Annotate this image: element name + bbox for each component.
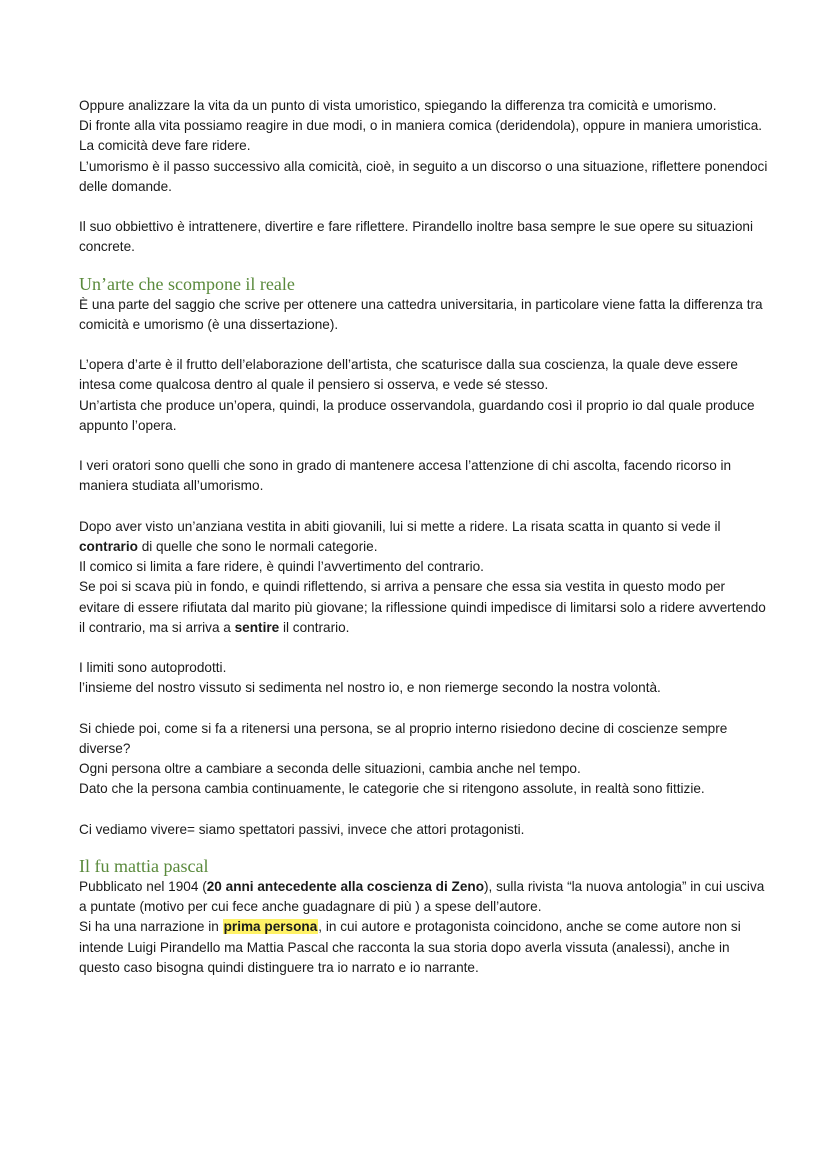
highlighted-term	[223, 919, 319, 934]
text-run: Pubblicato nel 1904 (	[79, 879, 207, 894]
paragraph: Ci vediamo vivere= siamo spettatori passivi, invece che attori protagonisti.	[79, 821, 525, 837]
paragraph: I limiti sono autoprodotti.	[79, 660, 227, 676]
paragraph: La comicità deve fare ridere.	[79, 138, 251, 154]
paragraph: I veri oratori sono quelli che sono in grado di mantenere accesa l’attenzione di chi ascolta, facendo ricorso in maniera studiata all’umorismo.	[79, 458, 732, 494]
paragraph: Si chiede poi, come si fa a ritenersi una persona, se al proprio interno risiedono decine di coscienze sempre diverse?	[79, 720, 728, 756]
paragraph: Ogni persona oltre a cambiare a seconda delle situazioni, cambia anche nel tempo.	[79, 761, 581, 777]
paragraph	[79, 917, 768, 978]
paragraph	[79, 877, 768, 917]
text-run: Se poi si scava più in fondo, e quindi riflettendo, si arriva a pensare che essa sia vestita in questo modo per evitare di essere rifiutata dal marito più giovane; la riflessione quindi impedisce di limitarsi solo a ridere avvertendo il contrario, ma si arriva a	[79, 579, 766, 635]
text-run: Dopo aver visto un’anziana vestita in abiti giovanili, lui si mette a ridere. La risata scatta in quanto si vede il	[79, 518, 721, 534]
paragraph: Il suo obbiettivo è intrattenere, divertire e fare riflettere. Pirandello inoltre basa sempre le sue opere su situazioni concrete.	[79, 219, 754, 255]
paragraph: Di fronte alla vita possiamo reagire in due modi, o in maniera comica (deridendola), oppure in maniera umoristica.	[79, 118, 763, 134]
text-run: , in cui autore e protagonista coincidono, anche se come autore non si intende Luigi Pirandello ma Mattia Pascal che racconta la sua storia dopo averla vissuta (analessi), anche in questo caso bisogna quindi distinguere tra io narrato e io narrante.	[79, 919, 741, 975]
paragraph: È una parte del saggio che scrive per ottenere una cattedra universitaria, in particolare viene fatta la differenza tra comicità e umorismo (è una dissertazione).	[79, 296, 763, 332]
section-arte-scompone-reale	[79, 273, 768, 840]
bold-term: contrario	[79, 539, 138, 554]
paragraph: Il comico si limita a fare ridere, è quindi l’avvertimento del contrario.	[79, 559, 484, 575]
paragraph: L’umorismo è il passo successivo alla comicità, cioè, in seguito a un discorso o una situazione, riflettere ponendoci delle domande.	[79, 158, 768, 194]
paragraph: Oppure analizzare la vita da un punto di vista umoristico, spiegando la differenza tra comicità e umorismo.	[79, 98, 717, 113]
paragraph	[79, 577, 768, 638]
text-run: ), sulla rivista “la nuova antologia” in cui usciva a puntate (motivo per cui fece anche guadagnare di più ) a spese dell’autore.	[79, 879, 765, 915]
paragraph: Dato che la persona cambia continuamente, le categorie che si ritengono assolute, in realtà sono fittizie.	[79, 781, 705, 797]
intro-section	[79, 96, 768, 258]
section-heading: Un’arte che scompone il reale	[79, 273, 295, 294]
text-run: Si ha una narrazione in	[79, 919, 223, 935]
section-heading: Il fu mattia pascal	[79, 856, 209, 876]
paragraph: l’insieme del nostro vissuto si sedimenta nel nostro io, e non riemerge secondo la nostra volontà.	[79, 680, 661, 696]
bold-term: prima persona	[223, 919, 318, 935]
bold-term: sentire	[234, 619, 280, 635]
paragraph	[79, 517, 768, 557]
paragraph: L’opera d’arte è il frutto dell’elaborazione dell’artista, che scaturisce dalla sua coscienza, la quale deve essere intesa come qualcosa dentro al quale il pensiero si osserva, e vede sé stesso.	[79, 357, 738, 393]
section-fu-mattia-pascal	[79, 855, 768, 978]
paragraph: Un’artista che produce un’opera, quindi, la produce osservandola, guardando così il proprio io dal quale produce appunto l’opera.	[79, 397, 755, 433]
text-run: di quelle che sono le normali categorie.	[137, 539, 378, 554]
text-run: il contrario.	[279, 619, 350, 635]
bold-term: 20 anni antecedente alla coscienza di Zeno	[206, 879, 484, 894]
